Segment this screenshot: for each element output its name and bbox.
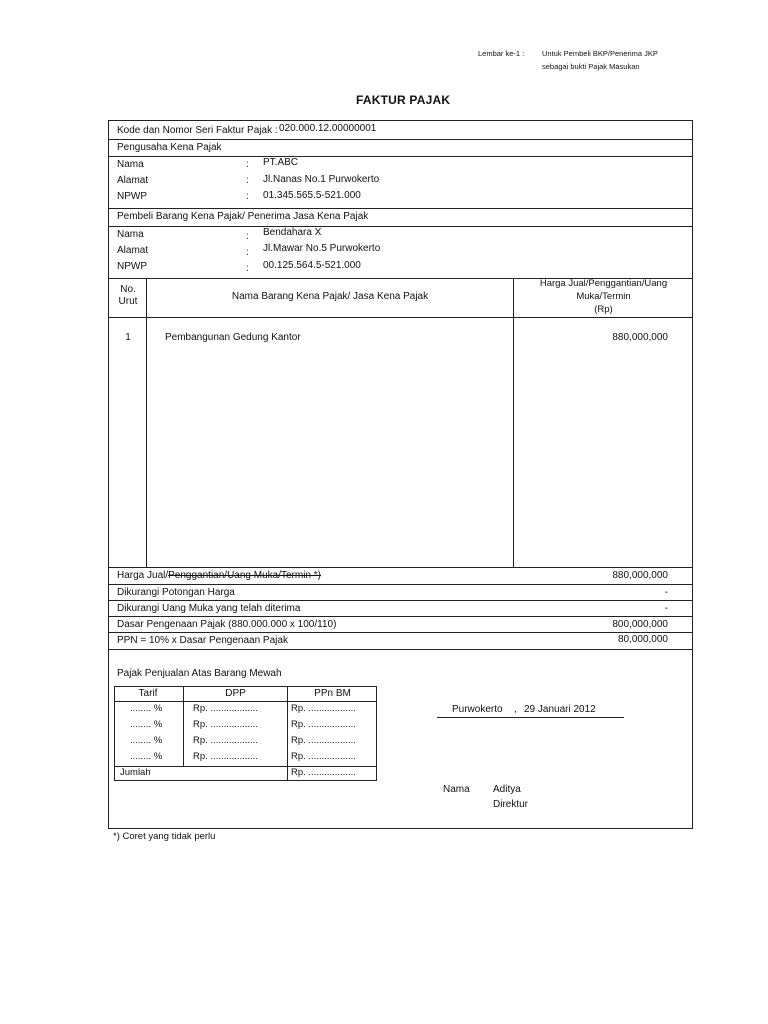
signature-name-label: Nama (443, 784, 470, 795)
buyer-npwp-label: NPWP (117, 261, 147, 272)
summary-ppn-value: 80,000,000 (617, 634, 668, 645)
ppnbm-row2-ppnbm: Rp. .................. (291, 719, 356, 730)
seller-name-label: Nama (117, 159, 144, 170)
serial-label: Kode dan Nomor Seri Faktur Pajak : (117, 125, 278, 136)
ppnbm-row2-dpp: Rp. .................. (193, 719, 258, 730)
divider (109, 317, 692, 318)
ppnbm-title: Pajak Penjualan Atas Barang Mewah (117, 668, 282, 679)
col-no-label-1: No. (120, 284, 136, 295)
ppnbm-total-value: Rp. .................. (291, 767, 356, 778)
divider (109, 632, 692, 633)
serial-value: 020.000.12.00000001 (279, 123, 377, 134)
seller-name-sep: : (246, 159, 249, 170)
buyer-address-sep: : (246, 247, 249, 258)
ppnbm-row1-ppnbm: Rp. .................. (291, 703, 356, 714)
divider (109, 584, 692, 585)
sheet-label: Lembar ke-1 : (478, 49, 525, 58)
buyer-name-label: Nama (117, 229, 144, 240)
ppnbm-col-dpp: DPP (225, 688, 246, 699)
divider (109, 600, 692, 601)
column-separator (513, 278, 514, 567)
signature-comma: , (514, 704, 517, 715)
divider (109, 139, 692, 140)
ppnbm-col-ppnbm: PPn BM (314, 688, 351, 699)
col-price-label-2: Muka/Termin (576, 291, 631, 302)
ppnbm-total-label: Jumlah (120, 767, 151, 778)
summary-potongan-value: - (664, 587, 668, 598)
ppnbm-col-tarif: Tarif (138, 688, 158, 699)
divider (109, 156, 692, 157)
ppnbm-row4-tarif: ........ % (130, 751, 163, 762)
ppnbm-row4-dpp: Rp. .................. (193, 751, 258, 762)
summary-uang-muka-label: Dikurangi Uang Muka yang telah diterima (117, 603, 301, 614)
buyer-address-value: Jl.Mawar No.5 Purwokerto (263, 243, 381, 254)
ppnbm-row4-ppnbm: Rp. .................. (291, 751, 356, 762)
ppnbm-row3-dpp: Rp. .................. (193, 735, 258, 746)
divider (109, 208, 692, 209)
buyer-name-sep: : (246, 231, 249, 242)
column-separator (146, 278, 147, 567)
column-separator (183, 687, 184, 766)
sheet-description-line1: Untuk Pembeli BKP/Penerima JKP (542, 49, 658, 58)
item-row-price: 880,000,000 (612, 332, 668, 343)
divider (115, 701, 376, 702)
summary-dpp-value: 800,000,000 (612, 619, 668, 630)
ppnbm-row1-dpp: Rp. .................. (193, 703, 258, 714)
sheet-description-line2: sebagai bukti Pajak Masukan (542, 62, 640, 71)
ppnbm-row2-tarif: ........ % (130, 719, 163, 730)
item-row-name: Pembangunan Gedung Kantor (165, 332, 301, 343)
document-title: FAKTUR PAJAK (356, 93, 451, 107)
col-price-label-3: (Rp) (594, 304, 613, 315)
divider (109, 649, 692, 650)
buyer-name-value: Bendahara X (263, 227, 322, 238)
buyer-npwp-value: 00.125.564.5-521.000 (263, 260, 361, 271)
seller-npwp-value: 01.345.565.5-521.000 (263, 190, 361, 201)
summary-harga-jual-value: 880,000,000 (612, 570, 668, 581)
seller-section-title: Pengusaha Kena Pajak (117, 142, 222, 153)
seller-address-label: Alamat (117, 175, 149, 186)
summary-harga-jual-text: Harga Jual/ (117, 570, 169, 581)
summary-harga-jual-strike: Penggantian/Uang Muka/Termin *) (168, 570, 322, 581)
signature-date-underline (437, 717, 624, 718)
buyer-npwp-sep: : (246, 263, 249, 274)
summary-potongan-label: Dikurangi Potongan Harga (117, 587, 235, 598)
seller-npwp-label: NPWP (117, 191, 147, 202)
divider (109, 226, 692, 227)
col-price-label-1: Harga Jual/Penggantian/Uang (539, 278, 668, 289)
signature-city: Purwokerto (452, 704, 503, 715)
divider (109, 567, 692, 568)
col-item-name-label: Nama Barang Kena Pajak/ Jasa Kena Pajak (231, 291, 429, 302)
summary-dpp-label: Dasar Pengenaan Pajak (880.000.000 x 100/110) (117, 619, 337, 630)
signature-date: 29 Januari 2012 (524, 704, 596, 715)
seller-name-value: PT.ABC (263, 157, 299, 168)
summary-ppn-label: PPN = 10% x Dasar Pengenaan Pajak (117, 635, 288, 646)
item-row-no: 1 (125, 332, 131, 343)
seller-npwp-sep: : (246, 191, 249, 202)
signature-position: Direktur (493, 799, 529, 810)
buyer-section-title: Pembeli Barang Kena Pajak/ Penerima Jasa Kena Pajak (117, 211, 369, 222)
ppnbm-row1-tarif: ........ % (130, 703, 163, 714)
seller-address-sep: : (246, 175, 249, 186)
ppnbm-row3-tarif: ........ % (130, 735, 163, 746)
seller-address-value: Jl.Nanas No.1 Purwokerto (263, 174, 380, 185)
ppnbm-row3-ppnbm: Rp. .................. (291, 735, 356, 746)
divider (109, 616, 692, 617)
summary-uang-muka-value: - (664, 603, 668, 614)
footnote: *) Coret yang tidak perlu (113, 831, 216, 842)
signature-name-value: Aditya (493, 784, 521, 795)
buyer-address-label: Alamat (117, 245, 149, 256)
ppnbm-table (114, 686, 377, 781)
col-no-label-2: Urut (118, 296, 138, 307)
summary-harga-jual-label (117, 570, 321, 581)
